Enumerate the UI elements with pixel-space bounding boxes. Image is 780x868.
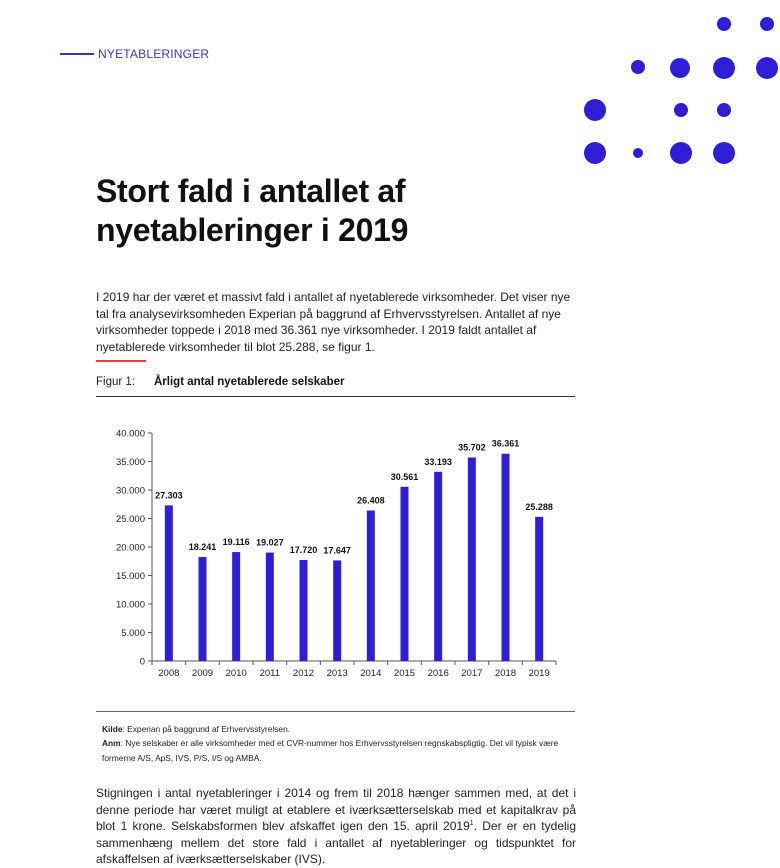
bar-2014 [367, 510, 375, 661]
section-label [60, 47, 209, 61]
data-label: 30.561 [390, 471, 419, 482]
y-tick-label: 10.000 [115, 599, 145, 611]
dot [717, 17, 731, 31]
dot [633, 148, 643, 158]
x-tick-label: 2017 [461, 668, 483, 679]
remark-label: Anm [102, 738, 121, 748]
decorative-dot-pattern [0, 0, 780, 170]
source-text: : Experian på baggrund af Erhvervsstyrelsen. [122, 724, 291, 734]
x-tick-label: 2016 [427, 668, 449, 679]
dot [674, 103, 688, 117]
bar-2017 [468, 457, 476, 661]
data-label: 26.408 [357, 495, 385, 506]
y-tick-label: 20.000 [115, 542, 145, 554]
dot [631, 60, 645, 74]
data-label: 17.720 [289, 544, 318, 555]
bar-2009 [199, 557, 207, 661]
bar-2013 [333, 560, 341, 661]
bar-chart [96, 420, 576, 690]
y-tick-label: 15.000 [115, 571, 145, 582]
bar-2008 [165, 505, 173, 661]
section-line [60, 53, 94, 55]
dot [717, 103, 731, 117]
y-tick-label: 40.000 [115, 428, 145, 440]
notes-divider [96, 711, 575, 712]
bar-2010 [232, 552, 240, 661]
x-tick-label: 2015 [393, 668, 416, 679]
data-label: 33.193 [424, 456, 452, 467]
y-tick-label: 5.000 [121, 628, 145, 639]
red-divider [96, 360, 146, 362]
dot [713, 57, 735, 79]
body-text-part1: Stigningen i antal nyetableringer i 2014 og frem til 2018 hænger sammen med, at det i denne periode har været muligt at etablere et iværksætterselskab med et kapitalkrav på blot 1 krone. Selskabsformen blev afskaffet igen den 15. april 2019 [96, 786, 576, 833]
figure-header [96, 374, 575, 397]
bar-2018 [502, 454, 510, 661]
x-tick-label: 2008 [158, 668, 180, 679]
data-label: 25.288 [525, 501, 553, 512]
body-text-part2: . Der er en tydelig sammenhæng mellem det store fald i antallet af nyetableringer og tidspunktet for afskaffelsen af iværksætterselskaber (IVS). [96, 819, 576, 866]
data-label: 17.647 [323, 545, 351, 556]
footnote-reference: 1 [469, 820, 474, 827]
dot [584, 99, 606, 121]
data-label: 19.027 [256, 537, 284, 548]
dot [713, 142, 735, 164]
data-label: 18.241 [188, 542, 217, 553]
x-tick-label: 2014 [360, 668, 382, 679]
intro-paragraph: I 2019 har der været et massivt fald i antallet af nyetablerede virksomheder. Det viser nye tal fra analysevirksomheden Experian på baggrund af Erhvervsstyrelsen. Antallet af nye virksomheder toppede i 2018 med 36.361 nye virksomheder. I 2019 faldt antallet af nyetablerede virksomheder til blot 25.288, se figur 1. [96, 290, 571, 354]
source-note [102, 722, 574, 736]
figure-notes [102, 722, 574, 766]
bar-2019 [535, 517, 543, 661]
source-label: Kilde [102, 724, 123, 734]
x-tick-label: 2019 [528, 668, 550, 679]
dot [670, 142, 692, 164]
bar-2015 [401, 487, 409, 661]
data-label: 36.361 [491, 438, 520, 449]
x-tick-label: 2011 [259, 668, 281, 679]
x-tick-label: 2012 [292, 668, 315, 679]
x-tick-label: 2013 [326, 668, 348, 679]
data-label: 27.303 [155, 490, 183, 501]
remark-note [102, 736, 574, 766]
dot [584, 142, 606, 164]
y-tick-label: 25.000 [115, 514, 145, 525]
bar-2011 [266, 553, 274, 661]
data-label: 35.702 [458, 442, 486, 453]
body-paragraph [96, 785, 576, 868]
data-label: 19.116 [222, 537, 250, 548]
figure-title: Årligt antal nyetablerede selskaber [154, 376, 345, 388]
x-tick-label: 2009 [191, 668, 214, 679]
page-title: Stort fald i antallet af nyetableringer i 2019 [96, 173, 409, 248]
dot [760, 17, 774, 31]
y-tick-label: 0 [139, 656, 145, 668]
bar-2016 [434, 472, 442, 661]
section-label-text: NYETABLERINGER [98, 47, 210, 61]
dot [756, 57, 778, 79]
bar-2012 [300, 560, 308, 661]
dot [670, 58, 690, 78]
remark-text: : Nye selskaber er alle virksomheder med et CVR-nummer hos Erhvervsstyrelsen regnskabspligtig. Det vil typisk være formerne A/S, ApS, IVS, P/S, I/S og AMBA. [102, 738, 559, 763]
figure-number: Figur 1: [96, 376, 135, 388]
x-tick-label: 2010 [225, 668, 247, 679]
y-tick-label: 30.000 [115, 485, 145, 497]
y-tick-label: 35.000 [115, 457, 145, 468]
x-tick-label: 2018 [494, 668, 517, 679]
